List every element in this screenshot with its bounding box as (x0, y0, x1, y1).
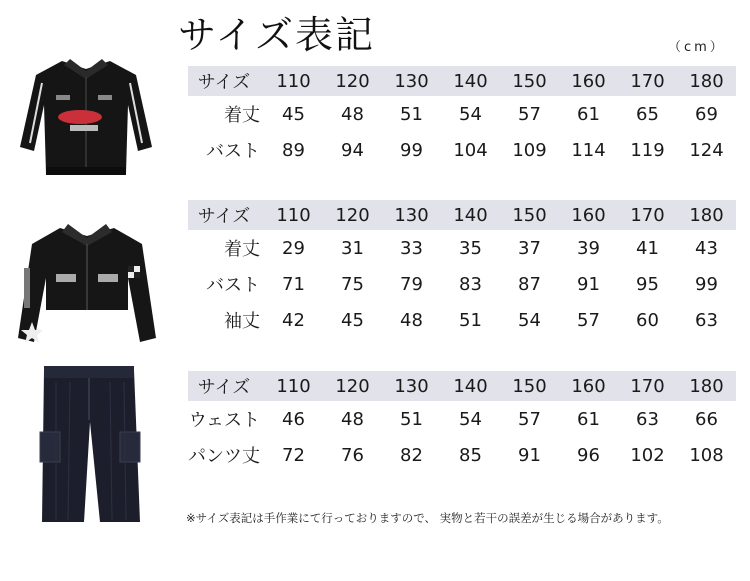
value-cell: 48 (341, 408, 364, 430)
value-cell: 108 (689, 444, 724, 466)
size-cell: 130 (382, 371, 441, 401)
value-cell: 87 (518, 273, 541, 295)
value-cell: 45 (341, 309, 364, 331)
size-header-row (188, 200, 736, 230)
value-cell: 95 (636, 273, 659, 295)
size-table-cropped-jacket (188, 200, 736, 338)
size-cell: 120 (323, 66, 382, 96)
row-label: ウェスト (188, 410, 260, 431)
size-header-row (188, 66, 736, 96)
value-cell: 31 (341, 237, 364, 259)
value-cell: 45 (282, 103, 305, 125)
value-cell: 57 (577, 309, 600, 331)
row-label: 着丈 (224, 105, 260, 126)
size-cell: 140 (441, 200, 500, 230)
value-cell: 104 (453, 139, 488, 161)
value-cell: 91 (577, 273, 600, 295)
value-cell: 99 (695, 273, 718, 295)
size-cell: 120 (323, 200, 382, 230)
value-cell: 61 (577, 103, 600, 125)
value-cell: 83 (459, 273, 482, 295)
value-cell: 48 (400, 309, 423, 331)
value-cell: 102 (630, 444, 665, 466)
value-cell: 51 (400, 103, 423, 125)
value-cell: 51 (400, 408, 423, 430)
value-cell: 114 (571, 139, 606, 161)
value-cell: 41 (636, 237, 659, 259)
size-cell: 180 (677, 200, 736, 230)
size-cell: 160 (559, 66, 618, 96)
value-cell: 39 (577, 237, 600, 259)
table-row (188, 230, 736, 266)
row-label: バスト (206, 275, 260, 296)
value-cell: 35 (459, 237, 482, 259)
value-cell: 109 (512, 139, 547, 161)
value-cell: 42 (282, 309, 305, 331)
table-row (188, 132, 736, 168)
size-cell: 160 (559, 371, 618, 401)
size-cell: 110 (264, 200, 323, 230)
value-cell: 94 (341, 139, 364, 161)
row-label: 袖丈 (224, 311, 260, 332)
value-cell: 82 (400, 444, 423, 466)
size-table-racing-jacket (188, 66, 736, 168)
row-label: パンツ丈 (188, 446, 260, 467)
value-cell: 72 (282, 444, 305, 466)
header-label: サイズ (188, 66, 264, 96)
size-cell: 140 (441, 66, 500, 96)
size-cell: 170 (618, 200, 677, 230)
size-cell: 170 (618, 371, 677, 401)
value-cell: 66 (695, 408, 718, 430)
value-cell: 60 (636, 309, 659, 331)
size-cell: 120 (323, 371, 382, 401)
table-row (188, 437, 736, 473)
value-cell: 54 (518, 309, 541, 331)
value-cell: 33 (400, 237, 423, 259)
value-cell: 99 (400, 139, 423, 161)
size-cell: 150 (500, 200, 559, 230)
size-cell: 170 (618, 66, 677, 96)
leather-racing-jacket-image (18, 55, 154, 183)
value-cell: 63 (695, 309, 718, 331)
value-cell: 76 (341, 444, 364, 466)
value-cell: 51 (459, 309, 482, 331)
size-cell: 130 (382, 200, 441, 230)
value-cell: 71 (282, 273, 305, 295)
value-cell: 43 (695, 237, 718, 259)
table-row (188, 266, 736, 302)
size-cell: 180 (677, 371, 736, 401)
value-cell: 61 (577, 408, 600, 430)
value-cell: 29 (282, 237, 305, 259)
header-label: サイズ (188, 371, 264, 401)
unit-label: （cm） (668, 40, 726, 55)
size-cell: 150 (500, 371, 559, 401)
value-cell: 54 (459, 103, 482, 125)
value-cell: 91 (518, 444, 541, 466)
size-cell: 130 (382, 66, 441, 96)
size-cell: 140 (441, 371, 500, 401)
size-table-cargo-pants (188, 371, 736, 473)
table-row (188, 96, 736, 132)
size-cell: 160 (559, 200, 618, 230)
value-cell: 46 (282, 408, 305, 430)
value-cell: 75 (341, 273, 364, 295)
value-cell: 89 (282, 139, 305, 161)
value-cell: 63 (636, 408, 659, 430)
row-label: 着丈 (224, 239, 260, 260)
row-label: バスト (206, 141, 260, 162)
value-cell: 57 (518, 408, 541, 430)
value-cell: 57 (518, 103, 541, 125)
header-label: サイズ (188, 200, 264, 230)
page-title: サイズ表記 (178, 13, 375, 57)
value-cell: 48 (341, 103, 364, 125)
cropped-leather-jacket-image (16, 218, 158, 348)
value-cell: 124 (689, 139, 724, 161)
value-cell: 85 (459, 444, 482, 466)
value-cell: 119 (630, 139, 665, 161)
value-cell: 79 (400, 273, 423, 295)
size-cell: 180 (677, 66, 736, 96)
cargo-pants-image (34, 362, 144, 528)
value-cell: 54 (459, 408, 482, 430)
value-cell: 65 (636, 103, 659, 125)
disclaimer-note: ※サイズ表記は手作業にて行っておりますので、 実物と若干の誤差が生じる場合があります。 (186, 511, 669, 525)
size-cell: 150 (500, 66, 559, 96)
size-header-row (188, 371, 736, 401)
size-cell: 110 (264, 66, 323, 96)
table-row (188, 401, 736, 437)
value-cell: 69 (695, 103, 718, 125)
value-cell: 37 (518, 237, 541, 259)
size-cell: 110 (264, 371, 323, 401)
table-row (188, 302, 736, 338)
value-cell: 96 (577, 444, 600, 466)
